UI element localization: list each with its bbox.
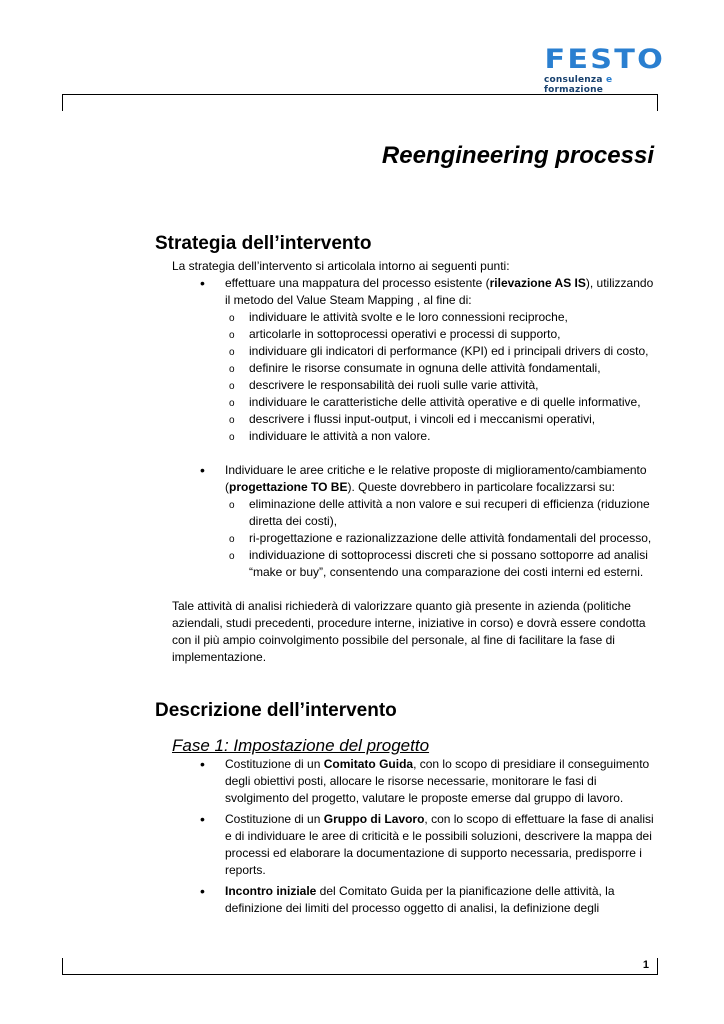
section-heading-descrizione: Descrizione dell’intervento [155,700,397,721]
list-item-to-be [225,462,660,581]
bullet-bold: Incontro iniziale [225,884,317,898]
sub-item: o eliminazione delle attività a non valore e sui recuperi di efficienza (riduzione diretta dei costi), [249,496,660,530]
bullet-text: effettuare una mappatura del processo esistente ( [225,276,490,290]
sub-item: o individuare gli indicatori di performance (KPI) ed i principali drivers di costo, [249,343,660,360]
bullet-text: ), utilizzando il metodo del Value Steam Mapping , al fine di: [225,276,654,307]
bullet-bold: rilevazione AS IS [489,276,586,290]
logo-wordmark: FESTO [544,44,666,75]
bullet-text: ). Queste dovrebbero in particolare focalizzarsi su: [347,480,615,494]
list-item-as-is [225,275,660,445]
fase1-heading: Fase 1: Impostazione del progetto [172,736,430,755]
bullet-text: , con lo scopo di effettuare la fase di analisi e di individuare le aree di criticità e le possibili soluzioni, descrivere la mappa dei processi ed elaborare la documentazione di supporto necessaria, predisporre i reports. [225,812,654,877]
section-heading-strategia: Strategia dell’intervento [155,233,372,254]
sub-item: o definire le risorse consumate in ognuna delle attività fondamentali, [249,360,660,377]
sub-item: o descrivere i flussi input-output, i vincoli ed i meccanismi operativi, [249,411,660,428]
list-item-gruppo [225,811,660,879]
page-number: 1 [642,959,649,971]
logo-tagline-amp: e [605,75,613,85]
sub-item: o individuare le caratteristiche delle attività operative e di quelle informative, [249,394,660,411]
as-is-sublist [225,309,660,445]
logo-tagline-b: formazione [544,85,604,95]
footer-frame [62,958,658,975]
sub-item: o individuazione di sottoprocessi discreti che si possano sottoporre ad analisi “make or buy”, consentendo una comparazione dei costi interni ed esterni. [249,547,660,581]
sub-item: o articolarle in sottoprocessi operativi e processi di supporto, [249,326,660,343]
bullet-text: Costituzione di un [225,757,324,771]
bullet-text: Costituzione di un [225,812,324,826]
sub-item: o ri-progettazione e razionalizzazione delle attività fondamentali del processo, [249,530,660,547]
header-frame [62,94,658,111]
bullet-bold: Gruppo di Lavoro [323,812,425,826]
document-body [155,233,660,921]
festo-logo [540,44,666,95]
sub-item: o individuare le attività svolte e le loro connessioni reciproche, [249,309,660,326]
strategia-paragraph: Tale attività di analisi richiederà di valorizzare quanto già presente in azienda (politiche aziendali, studi precedenti, procedure interne, iniziative in corso) e dovrà essere condotta con il più ampio coinvolgimento possibile del personale, al fine di facilitare la fase di implementazione. [172,599,646,664]
list-item-incontro [225,883,660,917]
bullet-bold: progettazione TO BE [229,480,348,494]
fase1-list [155,756,660,917]
bullet-text: Individuare le aree critiche e le relative proposte di miglioramento/cambiamento ( [225,463,647,494]
strategia-list [155,275,660,581]
list-item-comitato [225,756,660,807]
page-title: Reengineering processi [381,142,654,169]
bullet-bold: Comitato Guida [323,757,414,771]
to-be-sublist [225,496,660,581]
strategia-intro: La strategia dell’intervento si articolala intorno ai seguenti punti: [172,259,510,273]
bullet-text: del Comitato Guida per la pianificazione delle attività, la definizione dei limiti del processo oggetto di analisi, la definizione degli [225,884,615,915]
logo-tagline-a: consulenza [544,75,603,85]
sub-item: o descrivere le responsabilità dei ruoli sulle varie attività, [249,377,660,394]
bullet-text: , con lo scopo di presidiare il conseguimento degli obiettivi posti, allocare le risorse necessarie, monitorare le fasi di svolgimento del progetto, valutare le proposte emerse dal gruppo di lavoro. [225,757,650,805]
sub-item: o individuare le attività a non valore. [249,428,660,445]
logo-tagline [540,75,658,95]
